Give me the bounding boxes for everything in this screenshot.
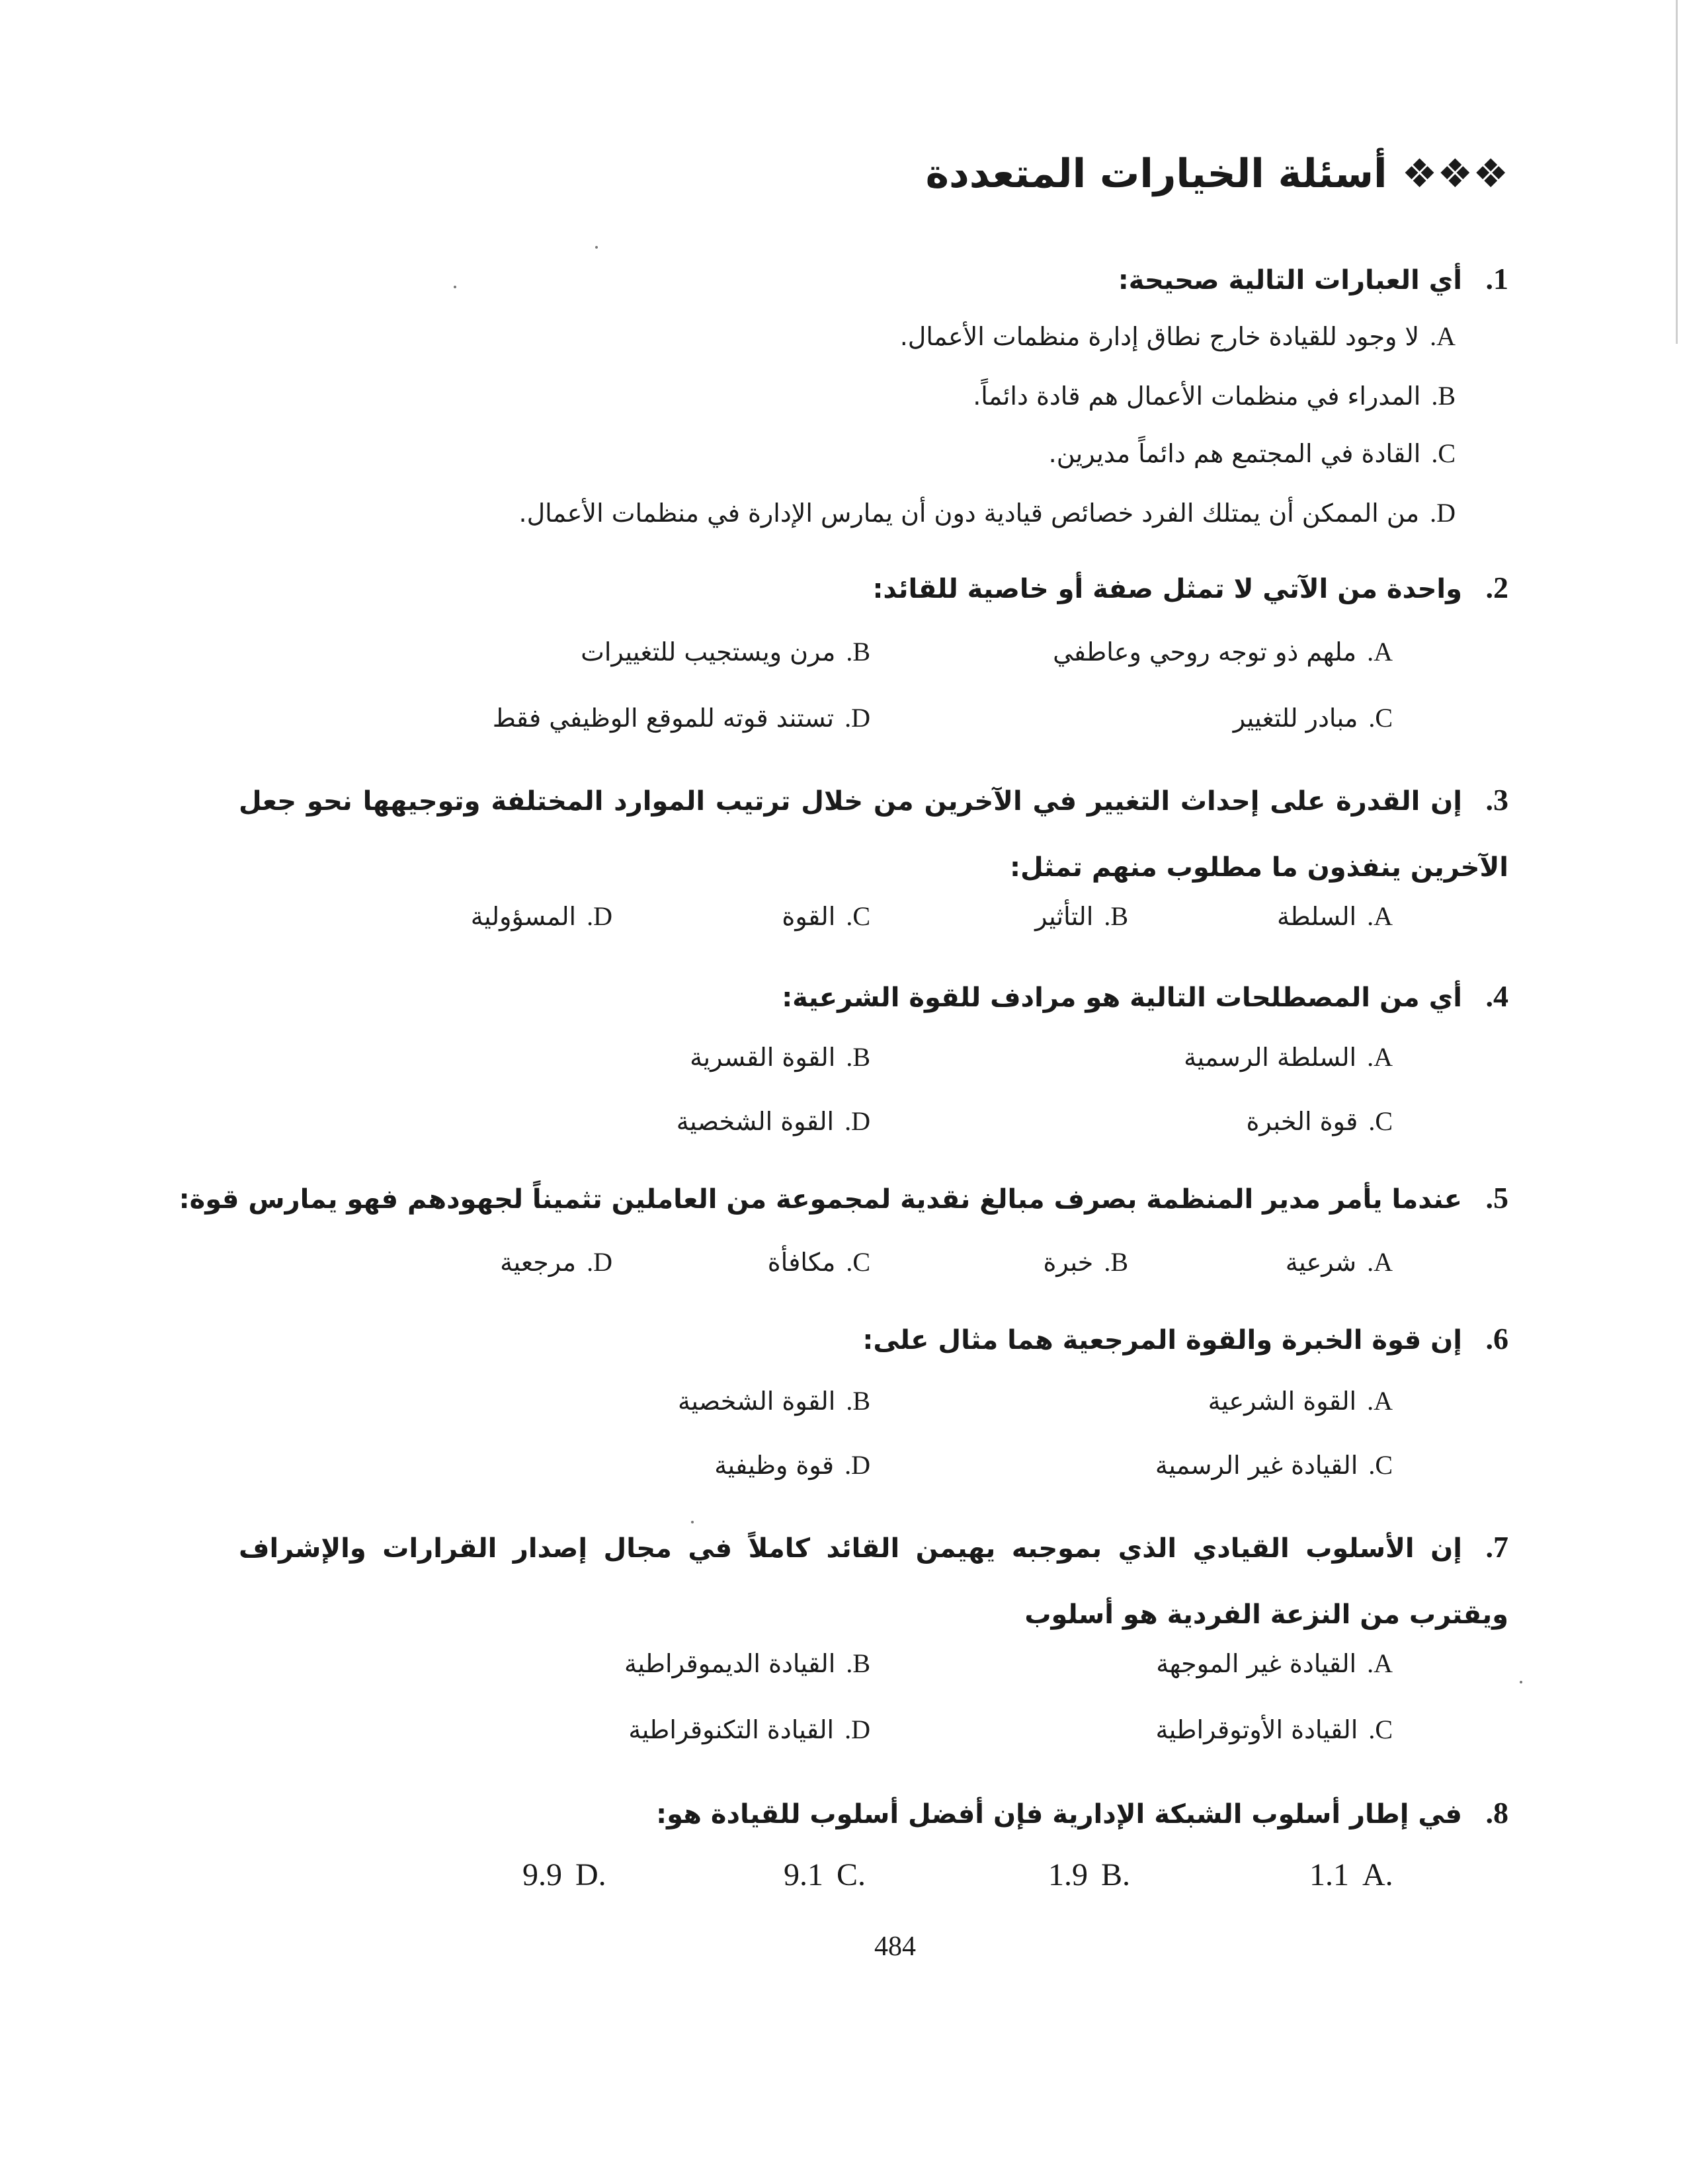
option-text: القيادة الديموقراطية [624,1649,836,1678]
option-text: 9.1 [784,1857,823,1892]
option-d [471,901,612,932]
question-number: 3. [1485,783,1508,817]
option-letter: D. [844,703,870,733]
option-text: مبادر للتغيير [1233,704,1358,733]
option-text: القيادة الأوتوقراطية [1155,1715,1358,1744]
question-text: إن الأسلوب القيادي الذي بموجبه يهيمن القائد كاملاً في مجال إصدار القرارات والإشراف ويقترب من النزعة الفردية هو أسلوب [239,1533,1508,1630]
question-5 [179,1180,1508,1215]
option-text: خبرة [1043,1248,1094,1277]
option-c [1049,438,1456,469]
question-4 [782,979,1508,1014]
option-letter: A. [1367,1042,1393,1072]
option-letter: B. [1104,1247,1128,1277]
option-text: القوة الشرعية [1208,1387,1357,1416]
question-number: 2. [1485,571,1508,604]
option-text: القيادة غير الرسمية [1155,1451,1358,1480]
option-letter: D. [844,1450,870,1480]
option-c [768,1246,870,1277]
question-number: 4. [1485,979,1508,1013]
question-number: 1. [1485,262,1508,296]
option-text: القيادة التكنوقراطية [628,1715,835,1744]
option-letter: B. [846,1386,870,1416]
option-letter: B. [1104,901,1128,931]
option-text: 1.1 [1309,1857,1349,1892]
option-letter: C. [1368,703,1393,733]
option-letter: B. [846,637,870,667]
option-letter: D. [587,901,612,931]
option-text: القادة في المجتمع هم دائماً مديرين. [1048,439,1421,468]
option-a [1156,1648,1393,1679]
option-b [1048,1857,1130,1893]
option-d [714,1449,870,1480]
section-heading [926,151,1508,197]
option-a [1277,901,1393,932]
option-c [784,1857,866,1893]
option-text: السلطة الرسمية [1184,1043,1357,1072]
option-b [690,1041,870,1072]
option-letter: C. [846,1247,870,1277]
option-letter: D. [575,1857,606,1892]
option-text: قوة الخبرة [1246,1107,1358,1136]
option-text: شرعية [1285,1248,1357,1277]
option-letter: A. [1367,1386,1393,1416]
option-letter: C. [1368,1450,1393,1480]
option-b [624,1648,870,1679]
option-a [900,321,1456,352]
option-text: تستند قوته للموقع الوظيفي فقط [492,704,835,733]
question-text: أي من المصطلحات التالية هو مرادف للقوة الشرعية: [782,983,1462,1013]
option-text: التأثير [1035,902,1094,931]
option-b [1035,901,1128,932]
option-text: المسؤولية [470,902,577,931]
scan-speck [595,246,598,249]
option-letter: B. [1431,381,1456,411]
option-c [782,901,870,932]
question-2 [872,570,1508,605]
option-letter: B. [1101,1857,1131,1892]
option-d [493,702,870,733]
option-c [1155,1449,1393,1480]
scan-speck [1520,1681,1522,1683]
option-d [677,1106,870,1137]
option-b [973,380,1456,411]
option-text: من الممكن أن يمتلك الفرد خصائص قيادية دون أن يمارس الإدارة في منظمات الأعمال. [518,499,1420,528]
option-text: مرجعية [500,1248,577,1277]
option-text: مرن ويستجيب للتغييرات [581,637,836,667]
option-text: قوة وظيفية [714,1451,835,1480]
question-3 [239,767,1508,901]
option-a [1053,636,1393,667]
option-text: 1.9 [1048,1857,1088,1892]
option-text: القوة القسرية [690,1043,836,1072]
option-text: ملهم ذو توجه روحي وعاطفي [1053,637,1357,667]
page-edge [1676,0,1678,344]
option-letter: D. [844,1106,870,1136]
option-letter: D. [844,1715,870,1744]
question-text: إن قوة الخبرة والقوة المرجعية هما مثال على: [862,1325,1462,1355]
option-letter: B. [846,1042,870,1072]
option-letter: A. [1367,637,1393,667]
option-d [500,1246,612,1277]
option-c [1233,702,1393,733]
option-a [1184,1041,1393,1072]
option-text: لا وجود للقيادة خارج نطاق إدارة منظمات الأعمال. [899,322,1420,351]
question-text: عندما يأمر مدير المنظمة بصرف مبالغ نقدية لمجموعة من العاملين تثميناً لجهودهم فهو يمارس قوة: [179,1184,1462,1215]
option-text: مكافأة [767,1248,836,1277]
question-text: أي العبارات التالية صحيحة: [1118,265,1462,296]
option-letter: C. [1368,1106,1393,1136]
option-a [1208,1385,1393,1416]
option-letter: A. [1367,1648,1393,1678]
option-c [1247,1106,1393,1137]
question-number: 5. [1485,1181,1508,1215]
question-text: واحدة من الآتي لا تمثل صفة أو خاصية للقائد: [872,574,1462,604]
option-d [518,497,1456,528]
option-letter: A. [1430,321,1456,351]
option-letter: A. [1367,1247,1393,1277]
option-d [522,1857,606,1893]
question-6 [862,1321,1508,1356]
option-letter: D. [587,1247,612,1277]
option-letter: A. [1367,901,1393,931]
option-letter: C. [846,901,870,931]
section-title: أسئلة الخيارات المتعددة [925,151,1387,197]
question-number: 6. [1485,1322,1508,1355]
option-b [581,636,870,667]
question-number: 8. [1485,1796,1508,1830]
option-letter: D. [1430,498,1456,528]
question-text: في إطار أسلوب الشبكة الإدارية فإن أفضل أسلوب للقيادة هو: [656,1799,1462,1830]
question-1 [1118,261,1508,296]
question-text: إن القدرة على إحداث التغيير في الآخرين من خلال ترتيب الموارد المختلفة وتوجيهها نحو جعل الآخرين ينفذون ما مطلوب منهم تمثل: [239,786,1508,883]
option-c [1155,1714,1393,1745]
option-text: القوة [782,902,836,931]
option-b [1043,1246,1128,1277]
scan-speck [454,286,456,288]
option-text: القيادة غير الموجهة [1156,1649,1357,1678]
option-text: القوة الشخصية [677,1387,836,1416]
option-text: القوة الشخصية [676,1107,835,1136]
question-number: 7. [1485,1530,1508,1564]
option-a [1309,1857,1393,1893]
option-d [628,1714,870,1745]
question-8 [656,1795,1508,1830]
option-letter: A. [1362,1857,1393,1892]
option-b [678,1385,870,1416]
option-a [1286,1246,1393,1277]
option-letter: B. [846,1648,870,1678]
option-letter: C. [1431,438,1456,468]
option-text: 9.9 [522,1857,562,1892]
diamond-bullets-icon: ❖❖❖ [1401,151,1508,197]
question-7 [239,1514,1508,1648]
page-number: 484 [874,1931,916,1962]
option-letter: C. [1368,1715,1393,1744]
option-letter: C. [837,1857,866,1892]
option-text: المدراء في منظمات الأعمال هم قادة دائماً. [973,382,1421,411]
option-text: السلطة [1276,902,1357,931]
